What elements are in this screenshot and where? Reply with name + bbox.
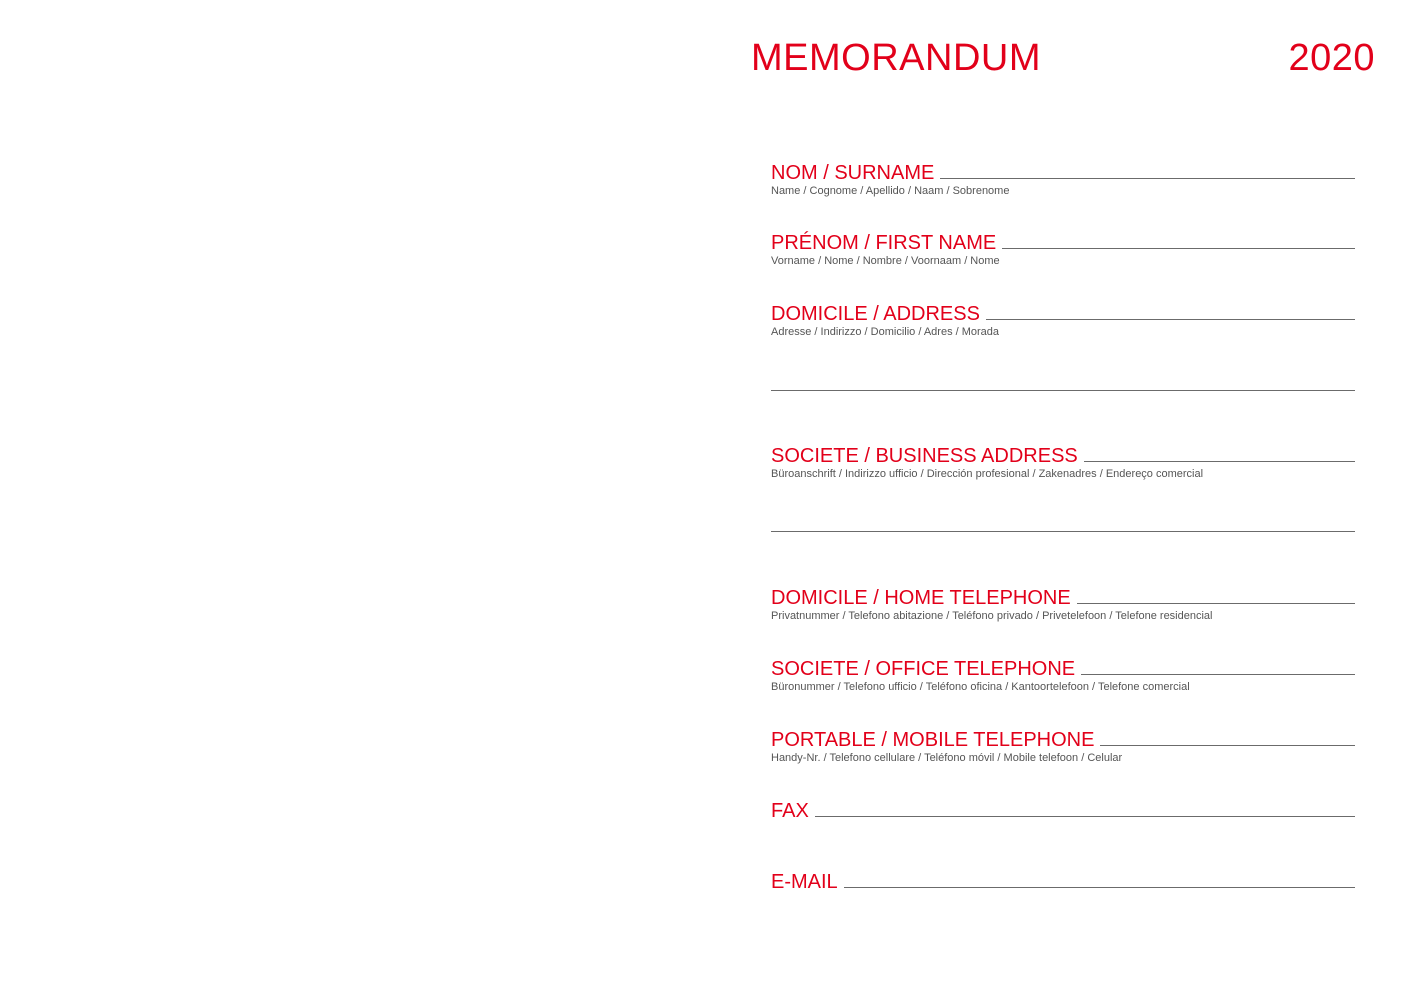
office-telephone-row xyxy=(771,656,1355,680)
surname-field xyxy=(771,160,1355,198)
business-address-row xyxy=(771,443,1355,467)
first-name-label: PRÉNOM / FIRST NAME xyxy=(771,232,997,254)
mobile-telephone-write-line[interactable] xyxy=(1100,745,1355,746)
office-telephone-translations: Büronummer / Telefono ufficio / Teléfono oficina / Kantoortelefoon / Telefone comercial xyxy=(771,681,1190,693)
office-telephone-field xyxy=(771,656,1355,694)
business-address-write-line[interactable] xyxy=(1084,461,1355,462)
business-address-label: SOCIETE / BUSINESS ADDRESS xyxy=(771,445,1078,467)
page-title: MEMORANDUM xyxy=(751,37,1041,79)
fax-label: FAX xyxy=(771,800,809,822)
first-name-field xyxy=(771,230,1355,268)
right-form-page xyxy=(708,0,1417,1000)
office-telephone-write-line[interactable] xyxy=(1081,674,1355,675)
email-label: E-MAIL xyxy=(771,871,838,893)
home-telephone-field xyxy=(771,585,1355,623)
home-telephone-row xyxy=(771,585,1355,609)
business-address-extra-line[interactable] xyxy=(771,531,1355,532)
email-field xyxy=(771,869,1355,893)
fax-row xyxy=(771,798,1355,822)
first-name-row xyxy=(771,230,1355,254)
first-name-translations: Vorname / Nome / Nombre / Voornaam / Nome xyxy=(771,255,1000,267)
address-write-line[interactable] xyxy=(986,319,1355,320)
address-extra-line[interactable] xyxy=(771,390,1355,391)
business-address-field xyxy=(771,443,1355,481)
office-telephone-label: SOCIETE / OFFICE TELEPHONE xyxy=(771,658,1076,680)
fax-field xyxy=(771,798,1355,822)
home-telephone-translations: Privatnummer / Telefono abitazione / Teléfono privado / Privetelefoon / Telefone residencial xyxy=(771,610,1213,622)
mobile-telephone-row xyxy=(771,727,1355,751)
first-name-write-line[interactable] xyxy=(1002,248,1355,249)
mobile-telephone-label: PORTABLE / MOBILE TELEPHONE xyxy=(771,729,1095,751)
surname-write-line[interactable] xyxy=(940,178,1355,179)
mobile-telephone-field xyxy=(771,727,1355,765)
year-label: 2020 xyxy=(1288,37,1375,79)
surname-label: NOM / SURNAME xyxy=(771,162,935,184)
mobile-telephone-translations: Handy-Nr. / Telefono cellulare / Teléfono móvil / Mobile telefoon / Celular xyxy=(771,752,1123,764)
address-translations: Adresse / Indirizzo / Domicilio / Adres / Morada xyxy=(771,326,1000,338)
fax-write-line[interactable] xyxy=(815,816,1355,817)
address-field xyxy=(771,301,1355,339)
address-row xyxy=(771,301,1355,325)
email-row xyxy=(771,869,1355,893)
home-telephone-label: DOMICILE / HOME TELEPHONE xyxy=(771,587,1071,609)
left-blank-page xyxy=(0,0,708,1000)
home-telephone-write-line[interactable] xyxy=(1077,603,1355,604)
address-label: DOMICILE / ADDRESS xyxy=(771,303,980,325)
business-address-translations: Büroanschrift / Indirizzo ufficio / Dirección profesional / Zakenadres / Endereço comercial xyxy=(771,468,1204,480)
email-write-line[interactable] xyxy=(844,887,1355,888)
surname-translations: Name / Cognome / Apellido / Naam / Sobrenome xyxy=(771,185,1010,197)
surname-row xyxy=(771,160,1355,184)
